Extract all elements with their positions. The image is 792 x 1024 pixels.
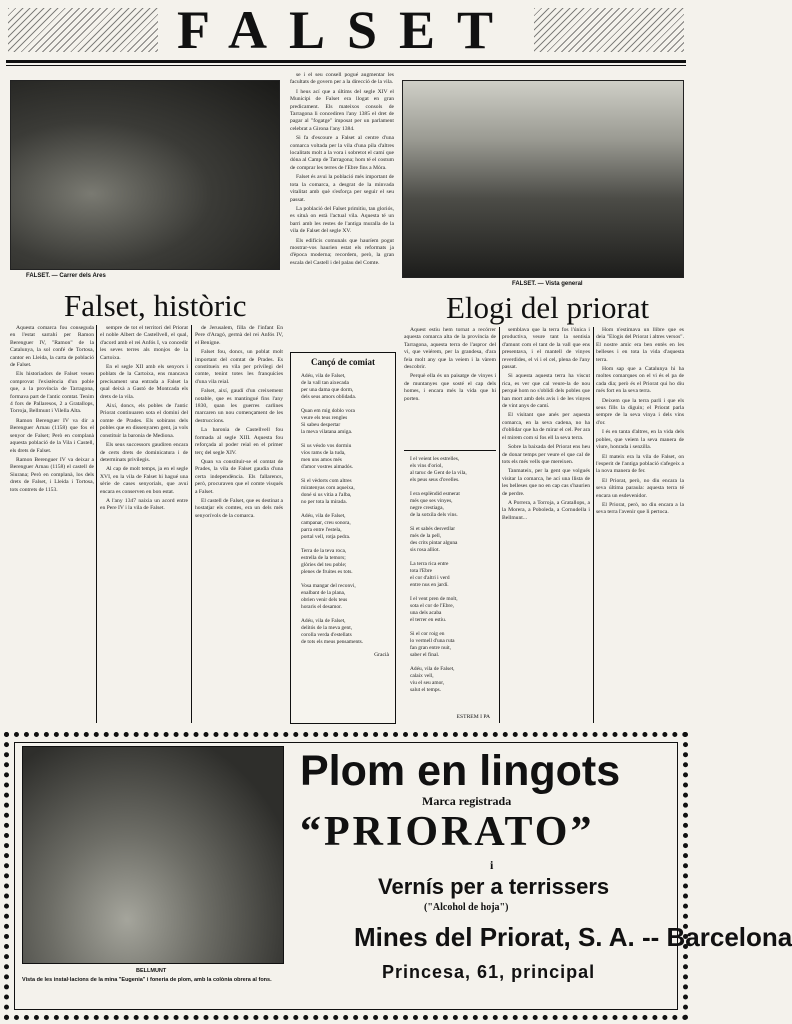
- left-article-column-3: [195, 325, 283, 723]
- advertisement-address: Princesa, 61, principal: [382, 962, 596, 982]
- left-article-column-2: [100, 325, 188, 723]
- paragraph: Hom n'estimava un llibre que es deia "Elogis del Priorat i altres versos". El nostre amic era ben entès en les belleses i en tota la vida d'aquesta terra.: [596, 327, 684, 363]
- advertisement-conjunction: i: [490, 858, 494, 872]
- advertisement-photo-caption-title: BELLMUNT: [136, 968, 167, 974]
- masthead-rule: [6, 60, 686, 63]
- paragraph: Al cap de molt temps, ja en el segle XVI, en la vila de Falset hi hagué una sèrie de cases senyorials, que avui encara es conserven en bon estat.: [100, 466, 188, 495]
- paragraph: Perquè ella és un paisatge de vinyes i de muntanyes que sosté el cap dels homes, i encara més la vida que hi porten.: [404, 373, 496, 402]
- paragraph: Ramon Berenguer IV va deixar a Berenguer Arnau (1158) el castell de Siurana; Però en complanà, los dels drets de Falset, i Lleida i Tortosa, tots contrets de 1153.: [10, 456, 94, 493]
- masthead-rule-thin: [6, 65, 686, 66]
- paragraph: I heus ací que a últims del segle XIV el Municipi de Falset era llogat en gran predicament. Els mateixos consols de Tarragona li concediren l'any 1385 el dret de pagar al "fogatge" imposat per un parlament celebrat a Girona l'any 1384.: [290, 88, 394, 132]
- advertisement-product-note: ("Alcohol de hoja"): [424, 902, 509, 913]
- advertisement-trademark: Marca registrada: [422, 794, 512, 808]
- advertisement-company: Mines del Priorat, S. A. -- Barcelona: [354, 922, 792, 952]
- photo-right-caption: FALSET. — Vista general: [512, 281, 583, 287]
- paragraph: se i el seu consell pogué augmentar les facultats de govern per a la direcció de la vila.: [290, 72, 394, 86]
- photo-left-caption: FALSET. — Carrer dels Ares: [26, 273, 106, 279]
- right-poem: [404, 452, 496, 714]
- paragraph: sempre de tot el territori del Priorat el noble Albert de Castellvell, el qual, d'acord amb el rei Anfós I, va concedir les seves terres als monjos de la Cartoixa.: [100, 325, 188, 361]
- paragraph: Si aquesta aquesta terra ha viscut rica, es ver que cal veure-la de nou perquè hom no s'oblidi dels pobles que han mort amb dels avis i de les vinyes de vint anys de camí.: [502, 373, 590, 410]
- paragraph: El visitant que anés per aquesta comarca, en la seva cadena, no ha d'oblidar que ha de mirar el cel. Per ara el mirem com si fos ell la seva terra.: [502, 412, 590, 441]
- paragraph: Els historiadors de Falset veuen comprovat l'existència d'un poble que, a la província de Tarragona, formava part de l'antic comtat. Tenim 4 fors de Pallaresos, 2 a Gratallops, Torroja, Bellmunt i Vilella Alta.: [10, 371, 94, 415]
- paragraph: El castell de Falset, que es destinat a hostatjar els comtes, era un dels més senyorívols de la comarca.: [195, 497, 283, 519]
- poem-title: Cançó de comiat: [311, 357, 375, 367]
- paragraph: El mateix era la vila de Falset, on l'esperit de l'antiga població s'afegeix a la nova manera de fer.: [596, 453, 684, 475]
- paragraph: A Porrera, a Torroja, a Gratallops, a la Morera, a Poboleda, a Cornudella i Bellmunt...: [502, 499, 590, 521]
- headline-elogi-del-priorat: Elogi del priorat: [446, 290, 650, 325]
- paragraph: La baronia de Castellvell fou formada al segle XIII. Aquesta fou reforçada al poder reial en el primer terç del segle XIV.: [195, 427, 283, 456]
- headline-falset-historic: Falset, històric: [64, 288, 247, 323]
- paragraph: El Priorat, però, no diu encara la seva última paraula: aquesta terra té encara un esdevenidor.: [596, 477, 684, 499]
- photo-carrer-dels-ares: [10, 80, 280, 270]
- paragraph: Aquesta comarca fou conseguda en l'estat sarrahí per Ramon Berenguer IV, "Ramon" de la Catalunya, la sol confé de Tortosa, cantor en Lleida, la carta de població de Falset.: [10, 325, 94, 369]
- paragraph: En el segle XII amb els senyors i poblats de la Cartoixa, ens mancava precisament una entrada a Falset la qual deixà a Gastó de Montcada els drets de la vila.: [100, 364, 188, 400]
- middle-column-top: [290, 72, 394, 324]
- right-article-column-3: [596, 327, 684, 723]
- paragraph: Ramon Berenguer IV va dir a Berenguer Arnau (1158) que fos el senyor de Falset; Però en complanà aquesta població de la Vila i Castell, els drets de Falset.: [10, 417, 94, 454]
- column-divider: [191, 325, 192, 723]
- paragraph: El Priorat, però, no diu encara a la seva terra l'avenir que li pertoca.: [596, 501, 684, 516]
- paragraph: de Jerusalem, filla de l'infant En Pere d'Aragó, germà del rei Anfós IV, el Benigne.: [195, 325, 283, 346]
- advertisement-brand: “PRIORATO”: [300, 809, 595, 855]
- paragraph: Falset fou, doncs, un poblat molt important del comtat de Prades. Es constitueix en vila per privilegi del comte, tenint totes les franquícies d'una vila reial.: [195, 349, 283, 385]
- paragraph: Falset, així, gaudí d'un creixement notable, que es mantingué fins l'any 1830, quan les guerres carlines marcaren un nou començament de les destruccions.: [195, 388, 283, 424]
- paragraph: Si fa d'escoure a Falset al centre d'una comarca voltada per la vila d'una pila d'altres localitats molt a la vora i sobretot el camí que dóna al Camp de Tarragona; hom té el costum de comprar les terres de l'Ebre fins a Móra.: [290, 135, 394, 171]
- advertisement-photo-mina-eugenia: [22, 746, 284, 964]
- paragraph: Tanmateix, per la gent que volgués visitar la comarca, he ací una llista de les belleses que no en cap cas s'haurien de perdre.: [502, 468, 590, 497]
- photo-vista-general: [402, 80, 684, 278]
- paragraph: Falset és avui la població més important de tota la comarca, a desgrat de la minvada vitalitat amb què s'esforça per seguir el seu passat.: [290, 174, 394, 203]
- left-article-column-1: [10, 325, 94, 723]
- right-article-column-1: [404, 327, 496, 447]
- paragraph: Hom sap que a Catalunya hi ha moltes comarques on el vi és el pa de cada dia; però és el Priorat qui ho diu més fort en la seva terra.: [596, 366, 684, 395]
- paragraph: Quan va constituir-se el comtat de Prades, la vila de Falset gaudia d'una certa independència. Els fallarencs, però, procuraven que el comte visqués a Falset.: [195, 458, 283, 495]
- column-divider: [499, 327, 500, 723]
- paragraph: I és en tanta d'altres, en la vida dels pobles, que veiem la seva manera de viure, honrada i senzilla.: [596, 429, 684, 451]
- advertisement-product: Vernís per a terrissers: [378, 874, 610, 899]
- advertisement-headline: Plom en lingots: [300, 747, 621, 795]
- poem-signature: Gracià: [374, 652, 389, 658]
- right-poem-text: I el veient les estrelles, els vins d'oriol, al taruc de Gent de la vila, els peus seus d'ovelles. I era esplèndid esmerat més que ses vinyes, negre crestiaga, de la sotxila dels vins. Si et sabés desvetllar més de la pell, des crits pintar alguna sis rosa alliot. La terra rica entre tota l'Ebre el cor d'altri i verd entre nus en jardí. I el vent pren de molt, sota el cor de l'Ebre, una dels acaba el terrer en estiu. Si el cor roig en lo vermell d'una ruta fan gran entre nuit, saber el final. Adéu, vila de Falset, calaix vell, viu el seu amor, salut el temps.: [410, 456, 467, 693]
- paragraph: Els edificis comunals que hauríem pogut mostrar-vos haurien estat els reformats ja d'època moderna; recordem, però, la gran escala del Castell i del palau del Comte.: [290, 237, 394, 266]
- paragraph: Aquest estiu hem tornat a recórrer aquesta comarca alta de la província de Tarragona, aquesta terra de l'aspror del vi, que veiérem, per la grandesa, d'ara feia molt any que la veiem i la vàrem descobrir.: [404, 327, 496, 371]
- paragraph: semblava que la terra fos l'única i productiva, veure tant la sentisia d'amunt com el tant de la vall que ens presentava, i el mantell de vinyes reverdides, el vi i el cel, plena de l'any passat.: [502, 327, 590, 371]
- paragraph: Així, doncs, els pobles de l'antic Priorat continuaren sota el domini del comte de Prades. Els sobirans dels pobles que en dissenyaren gent, ja vols constituir la baronia de Mediona.: [100, 403, 188, 439]
- column-divider: [593, 327, 594, 723]
- paragraph: Sobre la baixada del Priorat ens heu de donar temps per veure el que cal de tots els més vells que mereixen.: [502, 444, 590, 465]
- paragraph: A l'any 1347 naixia un acord entre en Pere IV i la vila de Falset.: [100, 497, 188, 512]
- column-divider: [96, 325, 97, 723]
- right-poem-signature: ESTREM I PA: [456, 714, 490, 720]
- paragraph: Els seus successors gaudiren encara de certs drets de dominicatura i de determinats privilegis.: [100, 442, 188, 463]
- paragraph: La població del Falset primitiu, tan gloriós, es situà on està l'actual vila. Aquesta té un barri amb les restes de l'antiga muralla de la vila de Falset del segle XV.: [290, 205, 394, 235]
- advertisement-photo-caption: Vista de les instal·lacions de la mina "Eugenia" i foneria de plom, amb la colònia obrera al fons.: [22, 977, 272, 983]
- masthead-title: FALSET: [176, 0, 516, 60]
- paragraph: Deixem que la terra parli i que els seus fills la diguin; el Priorat parla sempre de la seva vinya i dels vins d'or.: [596, 397, 684, 426]
- poem-box-canco-de-comiat: [290, 352, 396, 724]
- poem-rule-top: [404, 450, 496, 451]
- right-article-column-2: [502, 327, 590, 723]
- poem-text: Adéu, vila de Falset, de la vall tan aixecada per una dama que dorm, dels seus amors oblidada. Quan em mig doblo vora veure els teus rengles Si sabeu despertar la meva vilatana amiga. Si us vésdo vos dormiu víos rams de la tuda, men uns amos més d'amor vostres aimadós. Si el vèdorts com altres miratenyas com aqueixa, doné si us vitia a l'alba, no per tota la mirada. Adéu, vila de Falset, campanar, creu sonora, parra entre l'estela, portal vell, rotja pedra. Terra de la teva roca, estrella de la temors; glòries del teu poble; plenes de fruites es tots. Vosa mangar del reconvi, enalbant de la plana, obrien venir dels teus horaris el desamor. Adéu, vila de Falset, delitós de la meva gent, corolla verda d'estellats de tots els meus pensaments.: [301, 373, 364, 645]
